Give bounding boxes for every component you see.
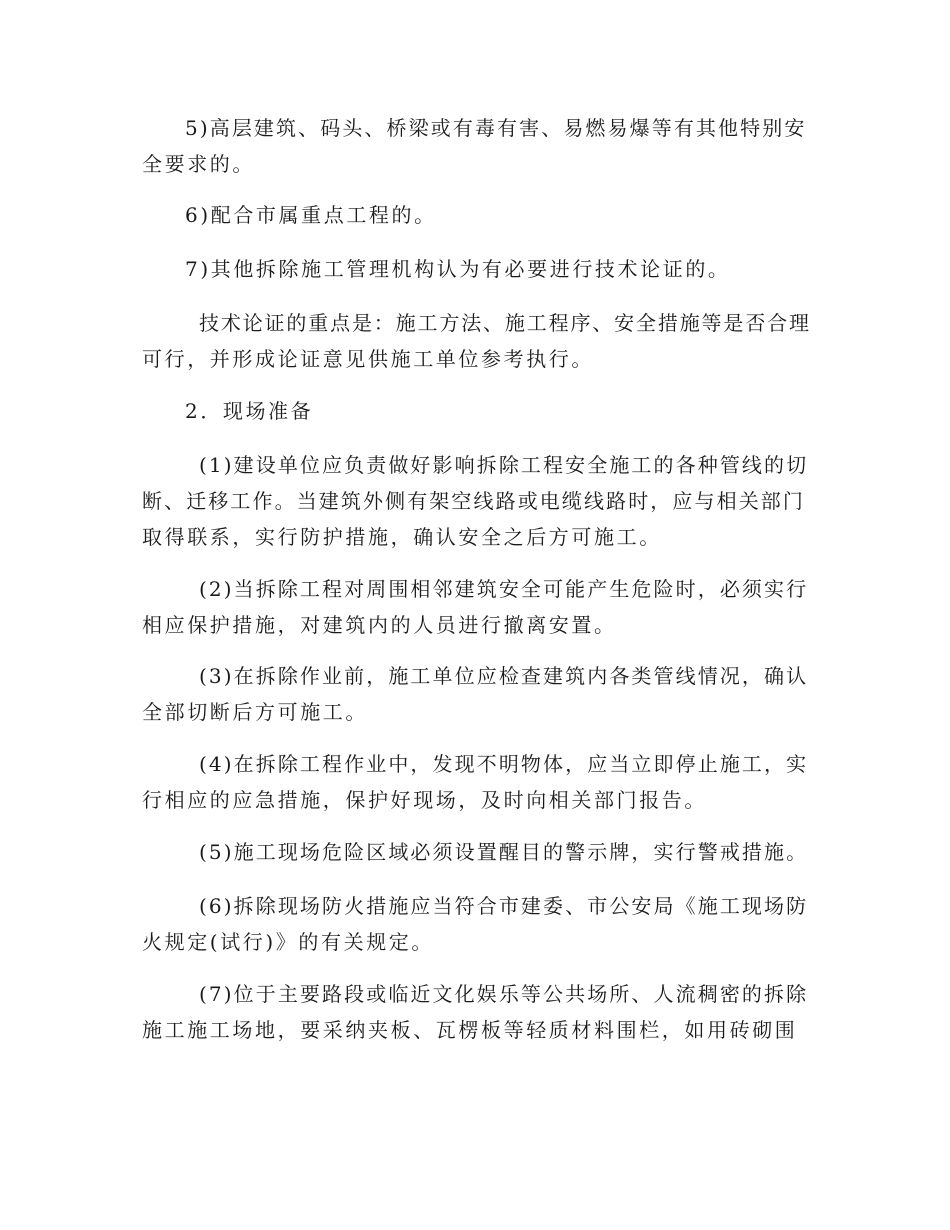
paragraph-line: 技术论证的重点是：施工方法、施工程序、安全措施等是否合理 — [199, 311, 811, 335]
paragraph-line: 断、迁移工作。当建筑外侧有架空线路或电缆线路时，应与相关部门 — [142, 489, 805, 513]
paragraph-line: (5)施工现场危险区域必须设置醒目的警示牌，实行警戒措施。 — [199, 840, 809, 864]
paragraph-line: 7)其他拆除施工管理机构认为有必要进行技术论证的。 — [185, 257, 731, 281]
paragraph-line: (7)位于主要路段或临近文化娱乐等公共场所、人流稠密的拆除 — [199, 982, 809, 1006]
paragraph-line: 可行，并形成论证意见供施工单位参考执行。 — [142, 347, 594, 371]
paragraph-line: (2)当拆除工程对周围相邻建筑安全可能产生危险时，必须实行 — [199, 577, 809, 601]
paragraph-line: 6)配合市属重点工程的。 — [185, 203, 437, 227]
paragraph-line: 5)高层建筑、码头、桥梁或有毒有害、易燃易爆等有其他特别安 — [185, 116, 807, 140]
paragraph-line: (3)在拆除作业前，施工单位应检查建筑内各类管线情况，确认 — [199, 664, 809, 688]
section-heading: 2．现场准备 — [185, 399, 314, 423]
paragraph-line: 施工施工场地，要采纳夹板、瓦楞板等轻质材料围栏，如用砖砌围 — [142, 1018, 798, 1042]
paragraph-line: 全部切断后方可施工。 — [142, 700, 368, 724]
paragraph-line: 行相应的应急措施，保护好现场，及时向相关部门报告。 — [142, 788, 707, 812]
paragraph-line: 相应保护措施，对建筑内的人员进行撤离安置。 — [142, 613, 617, 637]
paragraph-line: 取得联系，实行防护措施，确认安全之后方可施工。 — [142, 525, 662, 549]
paragraph-line: 全要求的。 — [142, 152, 255, 176]
paragraph-line: (1)建设单位应负责做好影响拆除工程安全施工的各种管线的切 — [199, 453, 809, 477]
paragraph-line: (4)在拆除工程作业中，发现不明物体，应当立即停止施工，实 — [199, 752, 809, 776]
paragraph-line: (6)拆除现场防火措施应当符合市建委、市公安局《施工现场防 — [199, 894, 809, 918]
paragraph-line: 火规定(试行)》的有关规定。 — [142, 930, 435, 954]
